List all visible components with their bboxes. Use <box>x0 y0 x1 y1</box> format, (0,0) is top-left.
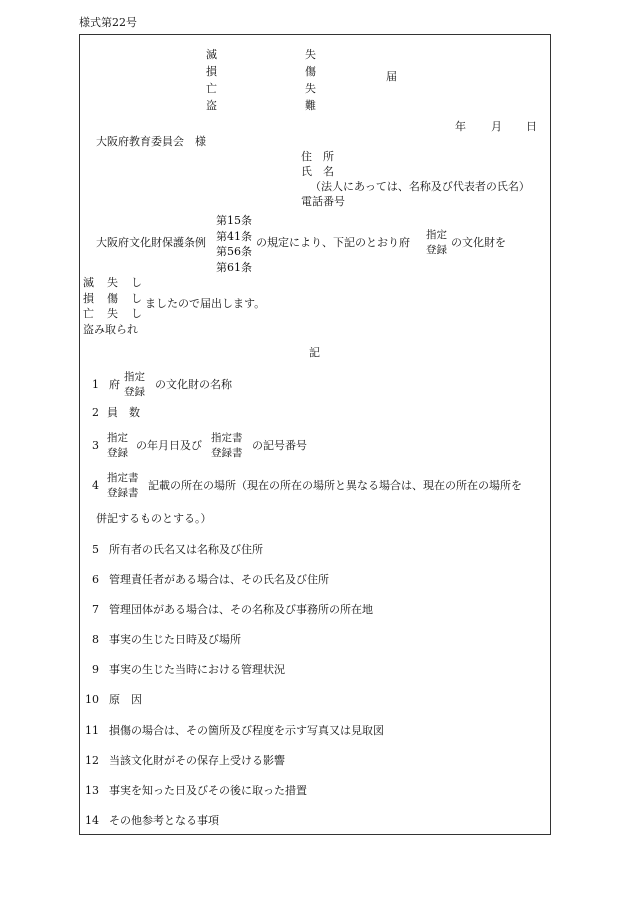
article-option: 第15条 <box>216 214 252 227</box>
item-1-options <box>124 370 145 400</box>
date-year: 年 <box>455 120 466 133</box>
title-right-chars <box>305 46 316 114</box>
title-char: 難 <box>305 99 316 112</box>
designation-option: 登録 <box>107 447 128 459</box>
item-7-text: 管理団体がある場合は、その名称及び事務所の所在地 <box>109 603 373 616</box>
event-option: 盗み取られ <box>83 322 138 336</box>
item-number: 8 <box>92 633 99 646</box>
title-char: 失 <box>305 82 316 95</box>
item-number: 4 <box>92 479 99 492</box>
applicant-name-label: 氏 名 <box>301 165 334 178</box>
designation-option: 登録 <box>426 244 447 256</box>
event-option: 滅 <box>83 276 94 289</box>
item-number: 5 <box>92 543 99 556</box>
event-option: 亡 <box>83 307 94 320</box>
event-option: 失し <box>107 276 155 289</box>
item-number: 3 <box>92 439 99 452</box>
designation-option: 指定 <box>124 371 145 383</box>
item-3-mid: の年月日及び <box>136 439 202 452</box>
applicant-name-note: （法人にあっては、名称及び代表者の氏名） <box>310 180 530 193</box>
designation-option: 指定 <box>426 229 447 241</box>
item-4-options <box>107 471 139 501</box>
date-month: 月 <box>491 120 502 133</box>
item-3-options-2 <box>211 431 243 461</box>
event-option: 傷し <box>107 291 155 305</box>
ordinance-name: 大阪府文化財保護条例 <box>96 236 206 249</box>
item-number: 1 <box>92 378 99 391</box>
certificate-option: 登録書 <box>107 487 139 499</box>
item-4-text: 記載の所在の場所（現在の所在の場所と異なる場合は、現在の所在の場所を <box>148 479 522 492</box>
item-number: 6 <box>92 573 99 586</box>
certificate-option: 指定書 <box>107 472 139 484</box>
certificate-option: 指定書 <box>211 432 243 444</box>
title-left-chars <box>206 46 217 114</box>
title-suffix: 届 <box>386 70 397 83</box>
item-8-text: 事実の生じた日時及び場所 <box>109 633 241 646</box>
item-11-text: 損傷の場合は、その箇所及び程度を示す写真又は見取図 <box>109 724 384 737</box>
item-14-text: その他参考となる事項 <box>109 814 219 827</box>
certificate-option: 登録書 <box>211 447 243 459</box>
title-char: 盗 <box>206 99 217 112</box>
title-char: 亡 <box>206 82 217 95</box>
form-number: 様式第22号 <box>79 16 137 29</box>
item-3-options-1 <box>107 431 128 461</box>
title-char: 損 <box>206 65 217 78</box>
item-number: 9 <box>92 663 99 676</box>
item-13-text: 事実を知った日及びその後に取った措置 <box>109 784 307 797</box>
article-option: 第61条 <box>216 260 252 274</box>
item-6-text: 管理責任者がある場合は、その氏名及び住所 <box>109 573 329 586</box>
item-number: 10 <box>85 693 99 706</box>
article-option: 第41条 <box>216 229 252 243</box>
designation-option: 指定 <box>107 432 128 444</box>
item-number: 12 <box>85 754 99 767</box>
item-10-text: 原 因 <box>109 693 142 706</box>
item-9-text: 事実の生じた当時における管理状況 <box>109 663 285 676</box>
item-2-text: 員 数 <box>107 406 140 419</box>
title-char: 傷 <box>305 65 316 78</box>
article-options <box>216 213 252 275</box>
item-12-text: 当該文化財がその保存上受ける影響 <box>109 754 285 767</box>
item-number: 7 <box>92 603 99 616</box>
date-day: 日 <box>526 120 537 133</box>
item-4-continuation: 併記するものとする。） <box>96 512 212 525</box>
item-number: 2 <box>92 406 99 419</box>
ki-heading: 記 <box>309 346 320 359</box>
event-option: 損 <box>83 291 94 305</box>
title-char: 失 <box>305 48 316 61</box>
item-number: 14 <box>85 814 99 827</box>
applicant-phone-label: 電話番号 <box>301 195 345 208</box>
item-number: 11 <box>85 724 99 737</box>
statement-ending: ましたので届出します。 <box>145 297 266 310</box>
clause-text: の規定により、下記のとおり府 <box>256 236 410 249</box>
designation-option: 登録 <box>124 386 145 398</box>
item-1-text: の文化財の名称 <box>155 378 232 391</box>
item-1-prefix: 府 <box>109 378 120 391</box>
item-3-text: の記号番号 <box>252 439 307 452</box>
object-text: の文化財を <box>451 236 506 249</box>
item-5-text: 所有者の氏名又は名称及び住所 <box>109 543 263 556</box>
event-option: 失し <box>107 307 155 320</box>
designation-options <box>426 228 447 258</box>
article-option: 第56条 <box>216 245 252 258</box>
applicant-address-label: 住 所 <box>301 150 334 163</box>
addressee: 大阪府教育委員会 様 <box>96 135 206 148</box>
title-char: 滅 <box>206 48 217 61</box>
item-number: 13 <box>85 784 99 797</box>
